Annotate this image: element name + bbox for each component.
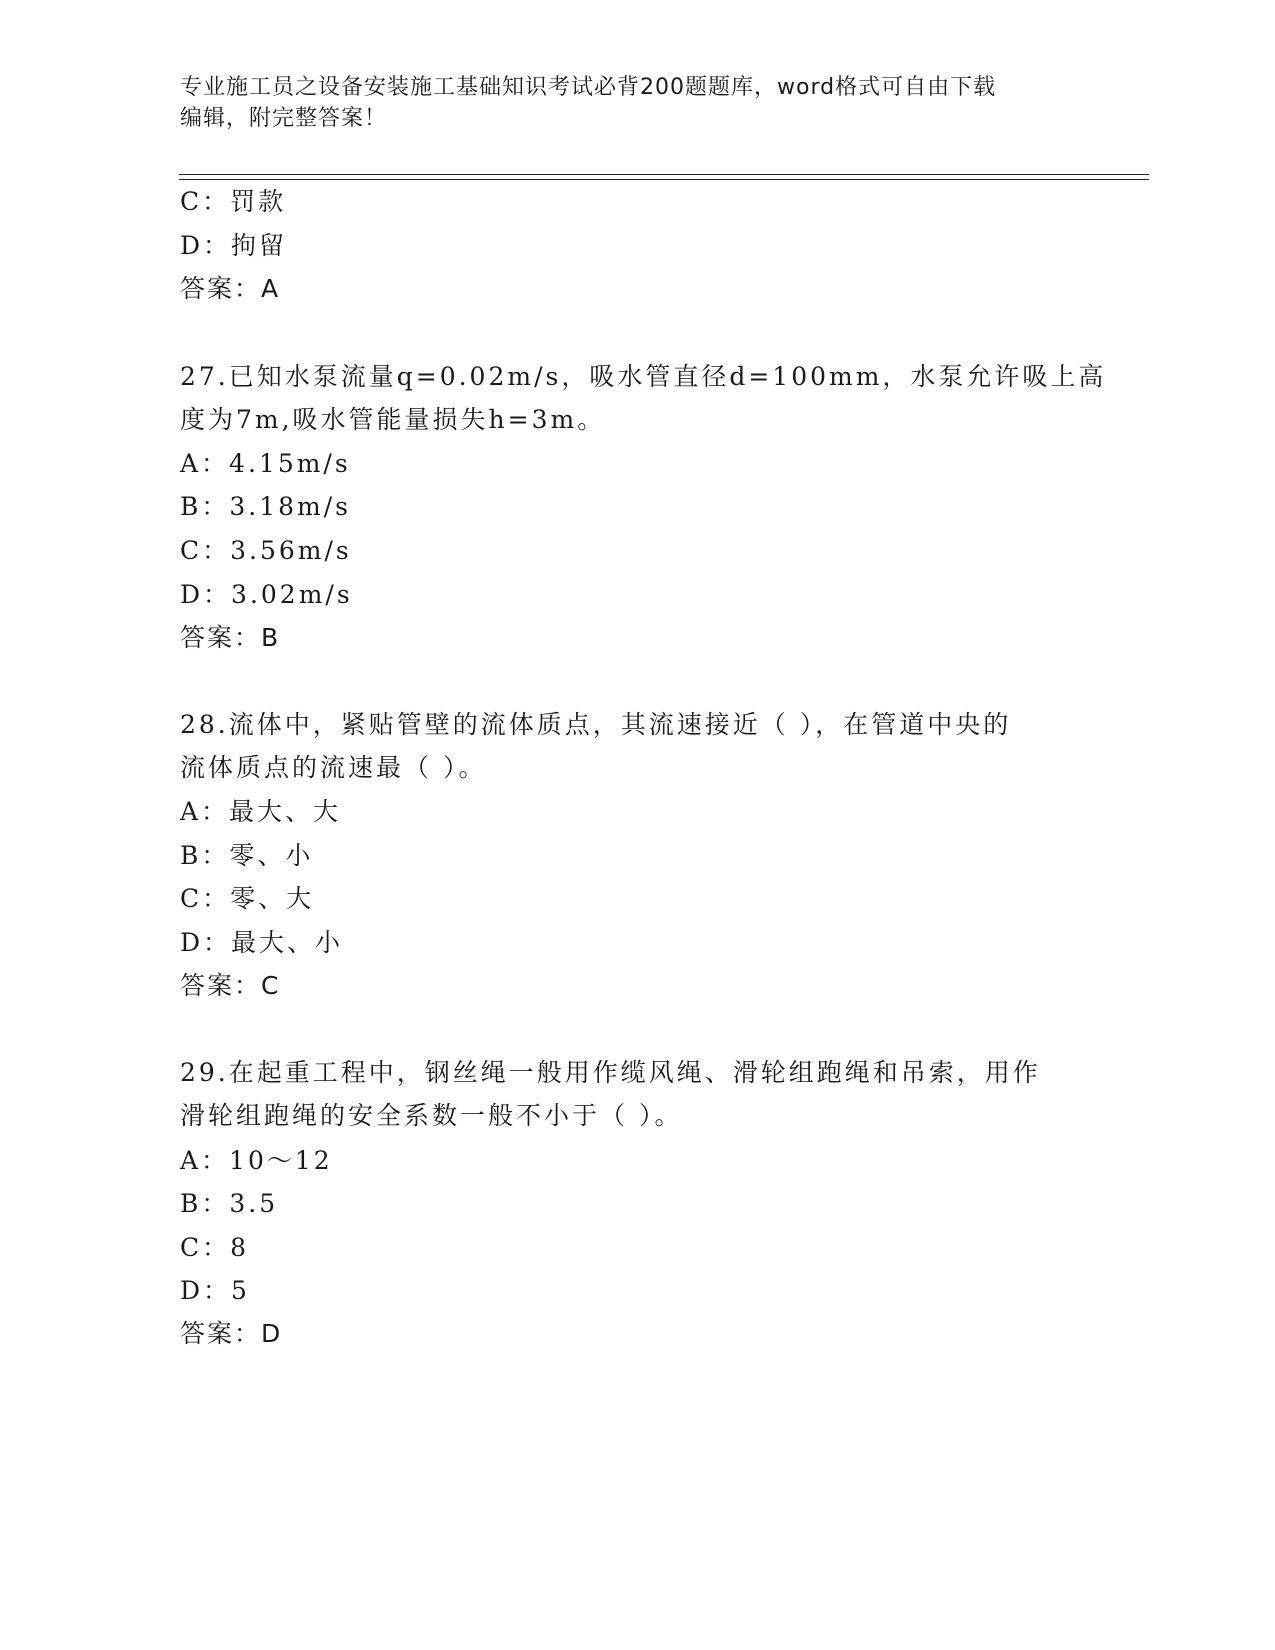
q27-option-d: D：3.02m/s <box>180 580 353 609</box>
q26-answer: 答案：A <box>180 274 281 303</box>
q29-answer: 答案：D <box>180 1319 283 1348</box>
q27-option-a: A：4.15m/s <box>180 449 351 478</box>
q29-stem-line-1: 29.在起重工程中，钢丝绳一般用作缆风绳、滑轮组跑绳和吊索，用作 <box>180 1058 1041 1087</box>
q28-option-a: A：最大、大 <box>180 797 342 826</box>
q29-option-d: D：5 <box>180 1276 250 1305</box>
q28-option-c: C：零、大 <box>180 884 315 913</box>
q29-option-c: C：8 <box>180 1233 250 1262</box>
header-line-2: 编辑，附完整答案！ <box>180 106 388 131</box>
q28-stem-line-2: 流体质点的流速最（ ）。 <box>180 753 487 782</box>
header-divider-bottom <box>179 179 1149 180</box>
q29-option-a: A：10～12 <box>180 1146 333 1175</box>
q28-option-d: D：最大、小 <box>180 928 344 957</box>
q29-stem-line-2: 滑轮组跑绳的安全系数一般不小于（ ）。 <box>180 1101 683 1130</box>
q27-option-c: C：3.56m/s <box>180 536 352 565</box>
q28-option-b: B：零、小 <box>180 841 314 870</box>
q27-stem-line-1: 27.已知水泵流量q=0.02m/s，吸水管直径d=100mm，水泵允许吸上高 <box>180 362 1107 391</box>
header-line-1: 专业施工员之设备安装施工基础知识考试必背200题题库，word格式可自由下载 <box>180 75 997 100</box>
q28-answer: 答案：C <box>180 971 281 1000</box>
q26-option-c: C：罚款 <box>180 187 287 216</box>
q26-option-d: D：拘留 <box>180 231 288 260</box>
q27-option-b: B：3.18m/s <box>180 492 351 521</box>
q27-stem-line-2: 度为7m,吸水管能量损失h=3m。 <box>180 405 606 434</box>
q28-stem-line-1: 28.流体中，紧贴管壁的流体质点，其流速接近（ ），在管道中央的 <box>180 710 1012 739</box>
q29-option-b: B：3.5 <box>180 1189 279 1218</box>
q27-answer: 答案：B <box>180 623 281 652</box>
header-divider-top <box>179 174 1149 175</box>
document-header <box>180 72 1060 134</box>
